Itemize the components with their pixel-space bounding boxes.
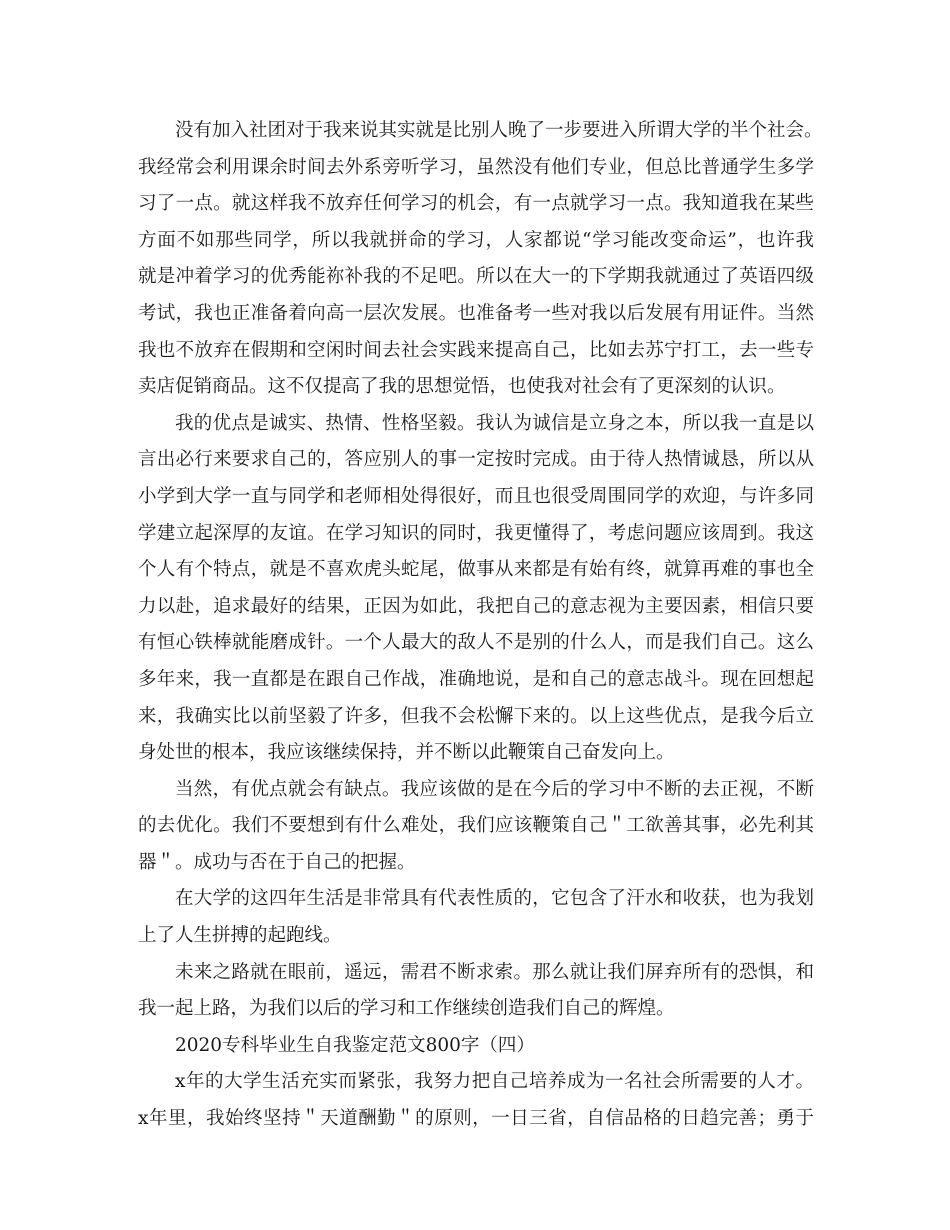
text-line: 没有加入社团对于我来说其实就是比别人晚了一步要进入所谓大学的半个社会。 bbox=[175, 120, 823, 141]
paragraph bbox=[138, 772, 814, 882]
text-line: 言出必行来要求自己的，答应别人的事一定按时完成。由于待人热情诚恳，所以从 bbox=[138, 449, 814, 471]
text-line: 上了人生拼搏的起跑线。 bbox=[138, 925, 342, 947]
text-line: 未来之路就在眼前，遥远，需君不断求索。那么就让我们屏弃所有的恐惧，和 bbox=[175, 961, 814, 983]
text-line: 在大学的这四年生活是非常具有代表性质的，它包含了汗水和收获，也为我划 bbox=[175, 888, 814, 910]
text-line: 小学到大学一直与同学和老师相处得很好，而且也很受周围同学的欢迎，与许多同 bbox=[138, 485, 814, 507]
text-line: x年的大学生活充实而紧张，我努力把自己培养成为一名社会所需要的人才。 bbox=[175, 1071, 814, 1093]
document-body bbox=[138, 113, 823, 1138]
text-line: 的去优化。我们不要想到有什么难处，我们应该鞭策自己＂工欲善其事，必先利其 bbox=[138, 815, 814, 837]
text-line: 多年来，我一直都是在跟自己作战，准确地说，是和自己的意志战斗。现在回想起 bbox=[138, 668, 814, 690]
text-line: 当然，有优点就会有缺点。我应该做的是在今后的学习中不断的去正视，不断 bbox=[175, 778, 814, 800]
text-line: 学建立起深厚的友谊。在学习知识的同时，我更懂得了，考虑问题应该周到。我这 bbox=[138, 522, 814, 544]
text-line: 就是冲着学习的优秀能祢补我的不足吧。所以在大一的下学期我就通过了英语四级 bbox=[138, 266, 814, 288]
text-line: 2020专科毕业生自我鉴定范文800字（四） bbox=[175, 1034, 535, 1056]
text-line: 器＂。成功与否在于自己的把握。 bbox=[138, 851, 416, 873]
paragraph bbox=[138, 406, 814, 772]
text-line: 有恒心铁棒就能磨成针。一个人最大的敌人不是别的什么人，而是我们自己。这么 bbox=[138, 632, 814, 654]
paragraph bbox=[138, 1064, 814, 1137]
text-line: 身处世的根本，我应该继续保持，并不断以此鞭策自己奋发向上。 bbox=[138, 742, 675, 764]
text-line: 我一起上路，为我们以后的学习和工作继续创造我们自己的辉煌。 bbox=[138, 998, 675, 1020]
text-line: x年里，我始终坚持＂天道酬勤＂的原则，一日三省，自信品格的日趋完善；勇于 bbox=[138, 1108, 814, 1130]
text-line: 习了一点。就这样我不放弃任何学习的机会，有一点就学习一点。我知道我在某些 bbox=[138, 193, 814, 215]
text-line: 我的优点是诚实、热情、性格坚毅。我认为诚信是立身之本，所以我一直是以 bbox=[175, 412, 814, 434]
text-line: 我经常会利用课余时间去外系旁听学习，虽然没有他们专业，但总比普通学生多学 bbox=[138, 156, 814, 178]
text-line: 考试，我也正准备着向高一层次发展。也准备考一些对我以后发展有用证件。当然 bbox=[138, 302, 814, 324]
paragraph bbox=[138, 881, 814, 954]
paragraph bbox=[138, 955, 814, 1028]
text-line: 方面不如那些同学，所以我就拼命的学习，人家都说“学习能改变命运”，也许我 bbox=[138, 229, 814, 251]
paragraph bbox=[138, 1028, 814, 1065]
text-line: 来，我确实比以前坚毅了许多，但我不会松懈下来的。以上这些优点，是我今后立 bbox=[138, 705, 814, 727]
text-line: 卖店促销商品。这不仅提高了我的思想觉悟，也使我对社会有了更深刻的认识。 bbox=[138, 376, 786, 398]
text-line: 我也不放弃在假期和空闲时间去社会实践来提高自己，比如去苏宁打工，去一些专 bbox=[138, 339, 814, 361]
paragraph bbox=[138, 113, 823, 406]
text-line: 个人有个特点，就是不喜欢虎头蛇尾，做事从来都是有始有终，就算再难的事也全 bbox=[138, 559, 814, 581]
text-line: 力以赴，追求最好的结果，正因为如此，我把自己的意志视为主要因素，相信只要 bbox=[138, 595, 814, 617]
